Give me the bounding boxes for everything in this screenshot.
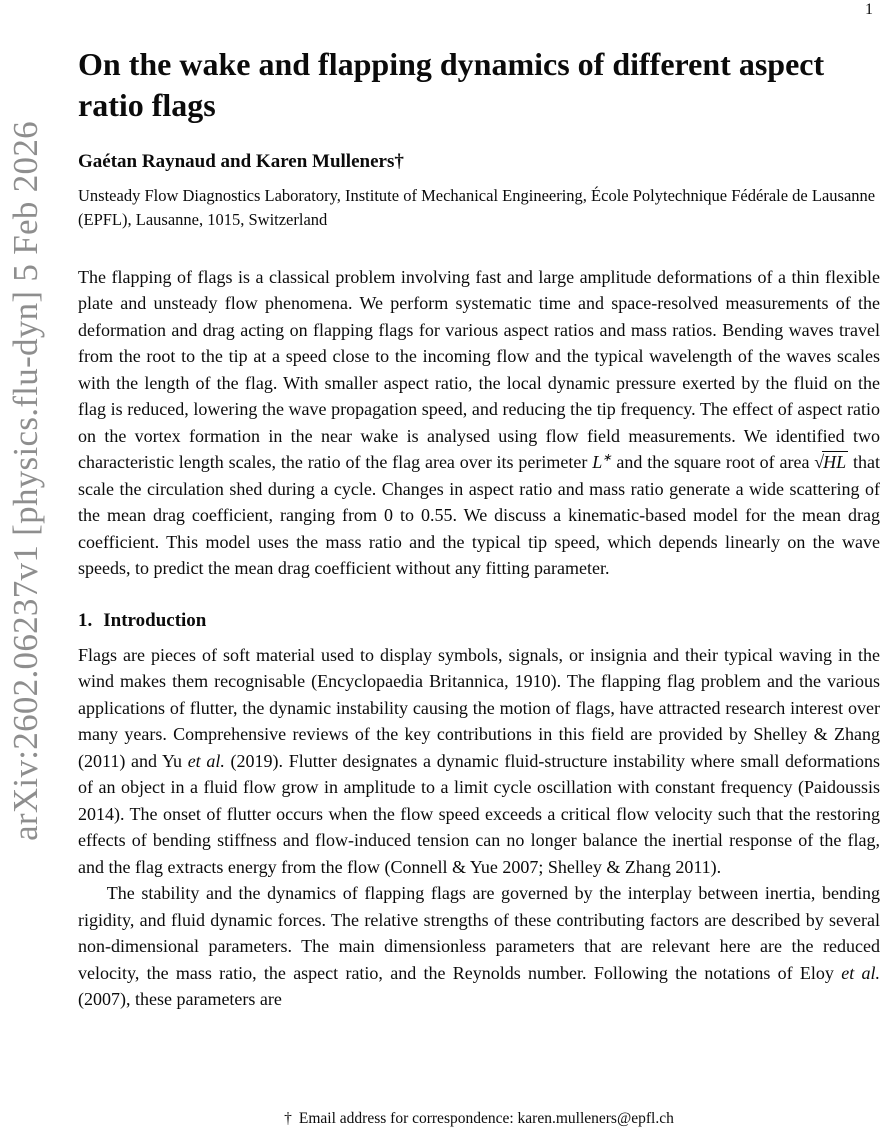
- section-number: 1.: [78, 609, 93, 631]
- footnote-dagger: †: [284, 1110, 292, 1127]
- arxiv-watermark: arXiv:2602.06237v1 [physics.flu-dyn] 5 Feb 2026: [6, 121, 45, 841]
- authors-line: Gaétan Raynaud and Karen Mulleners†: [78, 150, 404, 172]
- intro-p2-text-b: (2007), these parameters are: [78, 989, 282, 1010]
- radicand-hl: HL: [823, 452, 847, 473]
- affiliation-line: Unsteady Flow Diagnostics Laboratory, Institute of Mechanical Engineering, École Polytechnique Fédérale de Lausanne (EPFL), Lausanne, 1015, Switzerland: [78, 185, 876, 229]
- abstract-text-1: The flapping of flags is a classical problem involving fast and large amplitude deformations of a thin flexible plate and unsteady flow phenomena. We perform systematic time and space-resolved measurements of the deformation and drag acting on flapping flags for various aspect ratios and mass ratios. Bending waves travel from the root to the tip at a speed close to the incoming flow and the typical wavelength of the waves scales with the length of the flag. With smaller aspect ratio, the local dynamic pressure exerted by the fluid on the flag is reduced, lowering the wave propagation speed, and reducing the tip frequency. The effect of aspect ratio on the vortex formation in the near wake is analysed using flow field measurements. We identified two characteristic length scales, the ratio of the flag area over its perimeter: [78, 266, 880, 473]
- abstract-paragraph: [78, 264, 880, 582]
- length-scale-symbol: [592, 452, 611, 472]
- correspondence-footnote: [78, 1110, 880, 1128]
- page-number: 1: [865, 1, 873, 18]
- intro-paragraph-2: [78, 880, 880, 1013]
- et-al-citation: et al.: [841, 962, 880, 983]
- sqrt-term: [814, 452, 848, 472]
- et-al-citation: et al.: [187, 750, 225, 771]
- paper-content: [78, 0, 880, 1013]
- intro-p2-text-a: The stability and the dynamics of flapping flags are governed by the interplay between inertia, bending rigidity, and fluid dynamic forces. The relative strengths of these contributing factors are described by several non-dimensional parameters. The main dimensionless parameters that are relevant here are the reduced velocity, the mass ratio, the aspect ratio, and the Reynolds number. Following the notations of Eloy: [78, 883, 880, 983]
- abstract-text-3: that scale the circulation shed during a cycle. Changes in aspect ratio and mass ratio generate a wide scattering of the mean drag coefficient, ranging from 0 to 0.55. We discuss a kinematic-based model for the mean drag coefficient. This model uses the mass ratio and the typical tip speed, which depends linearly on the wave speeds, to predict the mean drag coefficient without any fitting parameter.: [78, 452, 880, 579]
- length-scale-superscript: ∗: [602, 452, 612, 465]
- section-label: Introduction: [103, 609, 207, 631]
- abstract-text-2: and the square root of area: [611, 452, 815, 473]
- footnote-text: Email address for correspondence: karen.mulleners@epfl.ch: [298, 1110, 674, 1127]
- radical-symbol: √: [814, 452, 825, 473]
- length-scale-letter: L: [592, 452, 603, 473]
- intro-p1-text-b: (2019). Flutter designates a dynamic fluid-structure instability where small deformations of an object in a fluid flow grow in amplitude to a limit cycle oscillation with constant frequency (Paidoussis 2014). The onset of flutter occurs when the flow speed exceeds a critical flow velocity such that the restoring effects of bending stiffness and flow-induced tension can no longer balance the inertial response of the flag, and the flag extracts energy from the flow (Connell & Yue 2007; Shelley & Zhang 2011).: [78, 750, 880, 877]
- intro-paragraph-1: [78, 642, 880, 881]
- intro-p1-text-a: Flags are pieces of soft material used to display symbols, signals, or insignia and their typical waving in the wind makes them recognisable (Encyclopaedia Britannica, 1910). The flapping flag problem and the various applications of flutter, the dynamic instability causing the motion of flags, have attracted research interest over many years. Comprehensive reviews of the key contributions in this field are provided by Shelley & Zhang (2011) and Yu: [78, 644, 880, 771]
- section-heading-introduction: [78, 610, 880, 632]
- paper-title: On the wake and flapping dynamics of different aspect ratio flags: [78, 46, 825, 123]
